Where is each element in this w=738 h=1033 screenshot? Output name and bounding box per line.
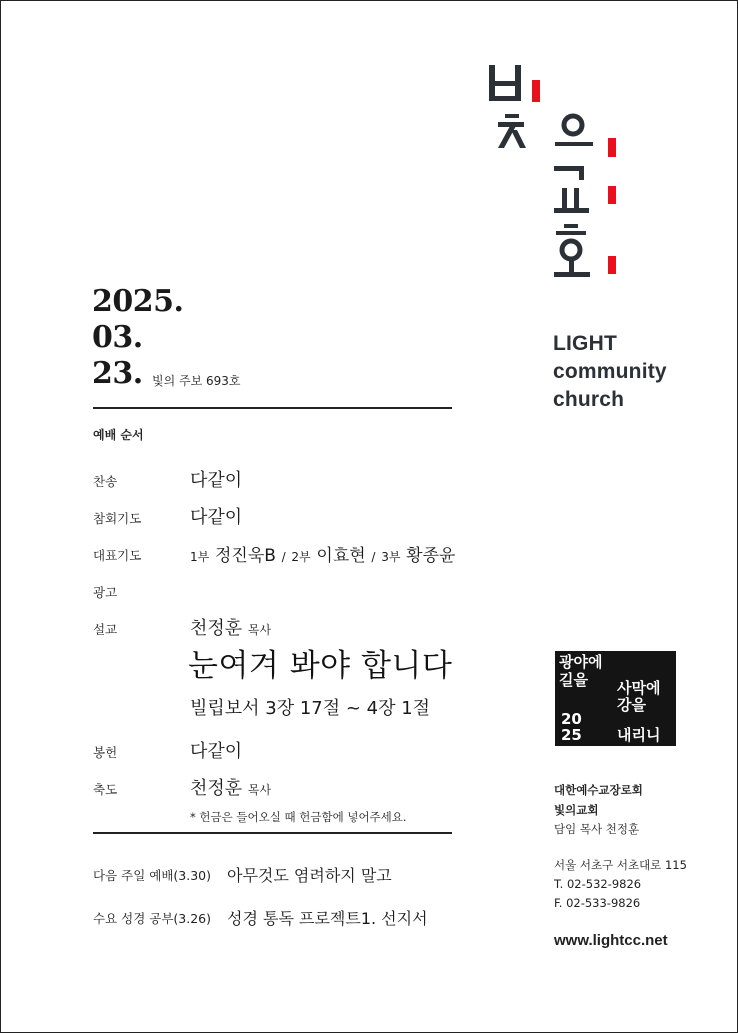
denomination: 대한예수교장로회 [554,783,643,797]
date-year: 2025. [92,284,184,319]
benediction-value: 천정훈 목사 [190,778,272,799]
issue-number: 빛의 주보 693호 [152,374,241,388]
offering-label: 봉헌 [93,745,118,760]
brand-line-1: LIGHT [553,332,617,355]
wednesday-study-label: 수요 성경 공부(3.26) [93,911,211,926]
brand-line-2: community [553,360,667,383]
sermon-scripture: 빌립보서 3장 17절 ~ 4장 1절 [190,698,431,719]
wednesday-study-title: 성경 통독 프로젝트1. 선지서 [227,909,428,928]
repentance-label: 참회기도 [93,511,142,526]
offering-note: * 헌금은 들어오실 때 헌금함에 넣어주세요. [190,810,407,824]
hymn-label: 찬송 [93,474,118,489]
next-sunday-label: 다음 주일 예배(3.30) [93,868,211,883]
yearly-theme-box: 광야에 길을 사막에 강을 20 25 내리니 [555,651,676,746]
rep-prayer-label: 대표기도 [93,548,142,563]
website-link[interactable]: www.lightcc.net [554,932,668,949]
rep-prayer-value: 1부 정진욱B / 2부 이효현 / 3부 황종윤 [190,546,456,566]
benediction-label: 축도 [93,782,118,797]
repentance-value: 다같이 [190,507,243,528]
senior-pastor: 담임 목사 천정훈 [554,822,640,836]
notice-label: 광고 [93,585,118,600]
sermon-label: 설교 [93,622,118,637]
offering-value: 다같이 [190,741,243,762]
church-name: 빛의교회 [554,803,599,817]
church-logo [470,60,620,300]
sermon-title: 눈여겨 봐야 합니다 [188,648,453,684]
divider-top [93,407,452,409]
date-day: 23. [92,356,143,391]
divider-bottom [93,832,452,834]
address: 서울 서초구 서초대로 115 [554,858,687,872]
next-sunday-title: 아무것도 염려하지 말고 [227,866,392,885]
sermon-preacher: 천정훈 목사 [190,618,272,639]
brand-line-3: church [553,388,625,411]
hymn-value: 다같이 [190,470,243,491]
phone: T. 02-532-9826 [554,877,642,891]
brand-name [553,330,667,414]
fax: F. 02-533-9826 [554,896,641,910]
date-month: 03. [92,320,143,355]
order-title: 예배 순서 [93,428,144,442]
